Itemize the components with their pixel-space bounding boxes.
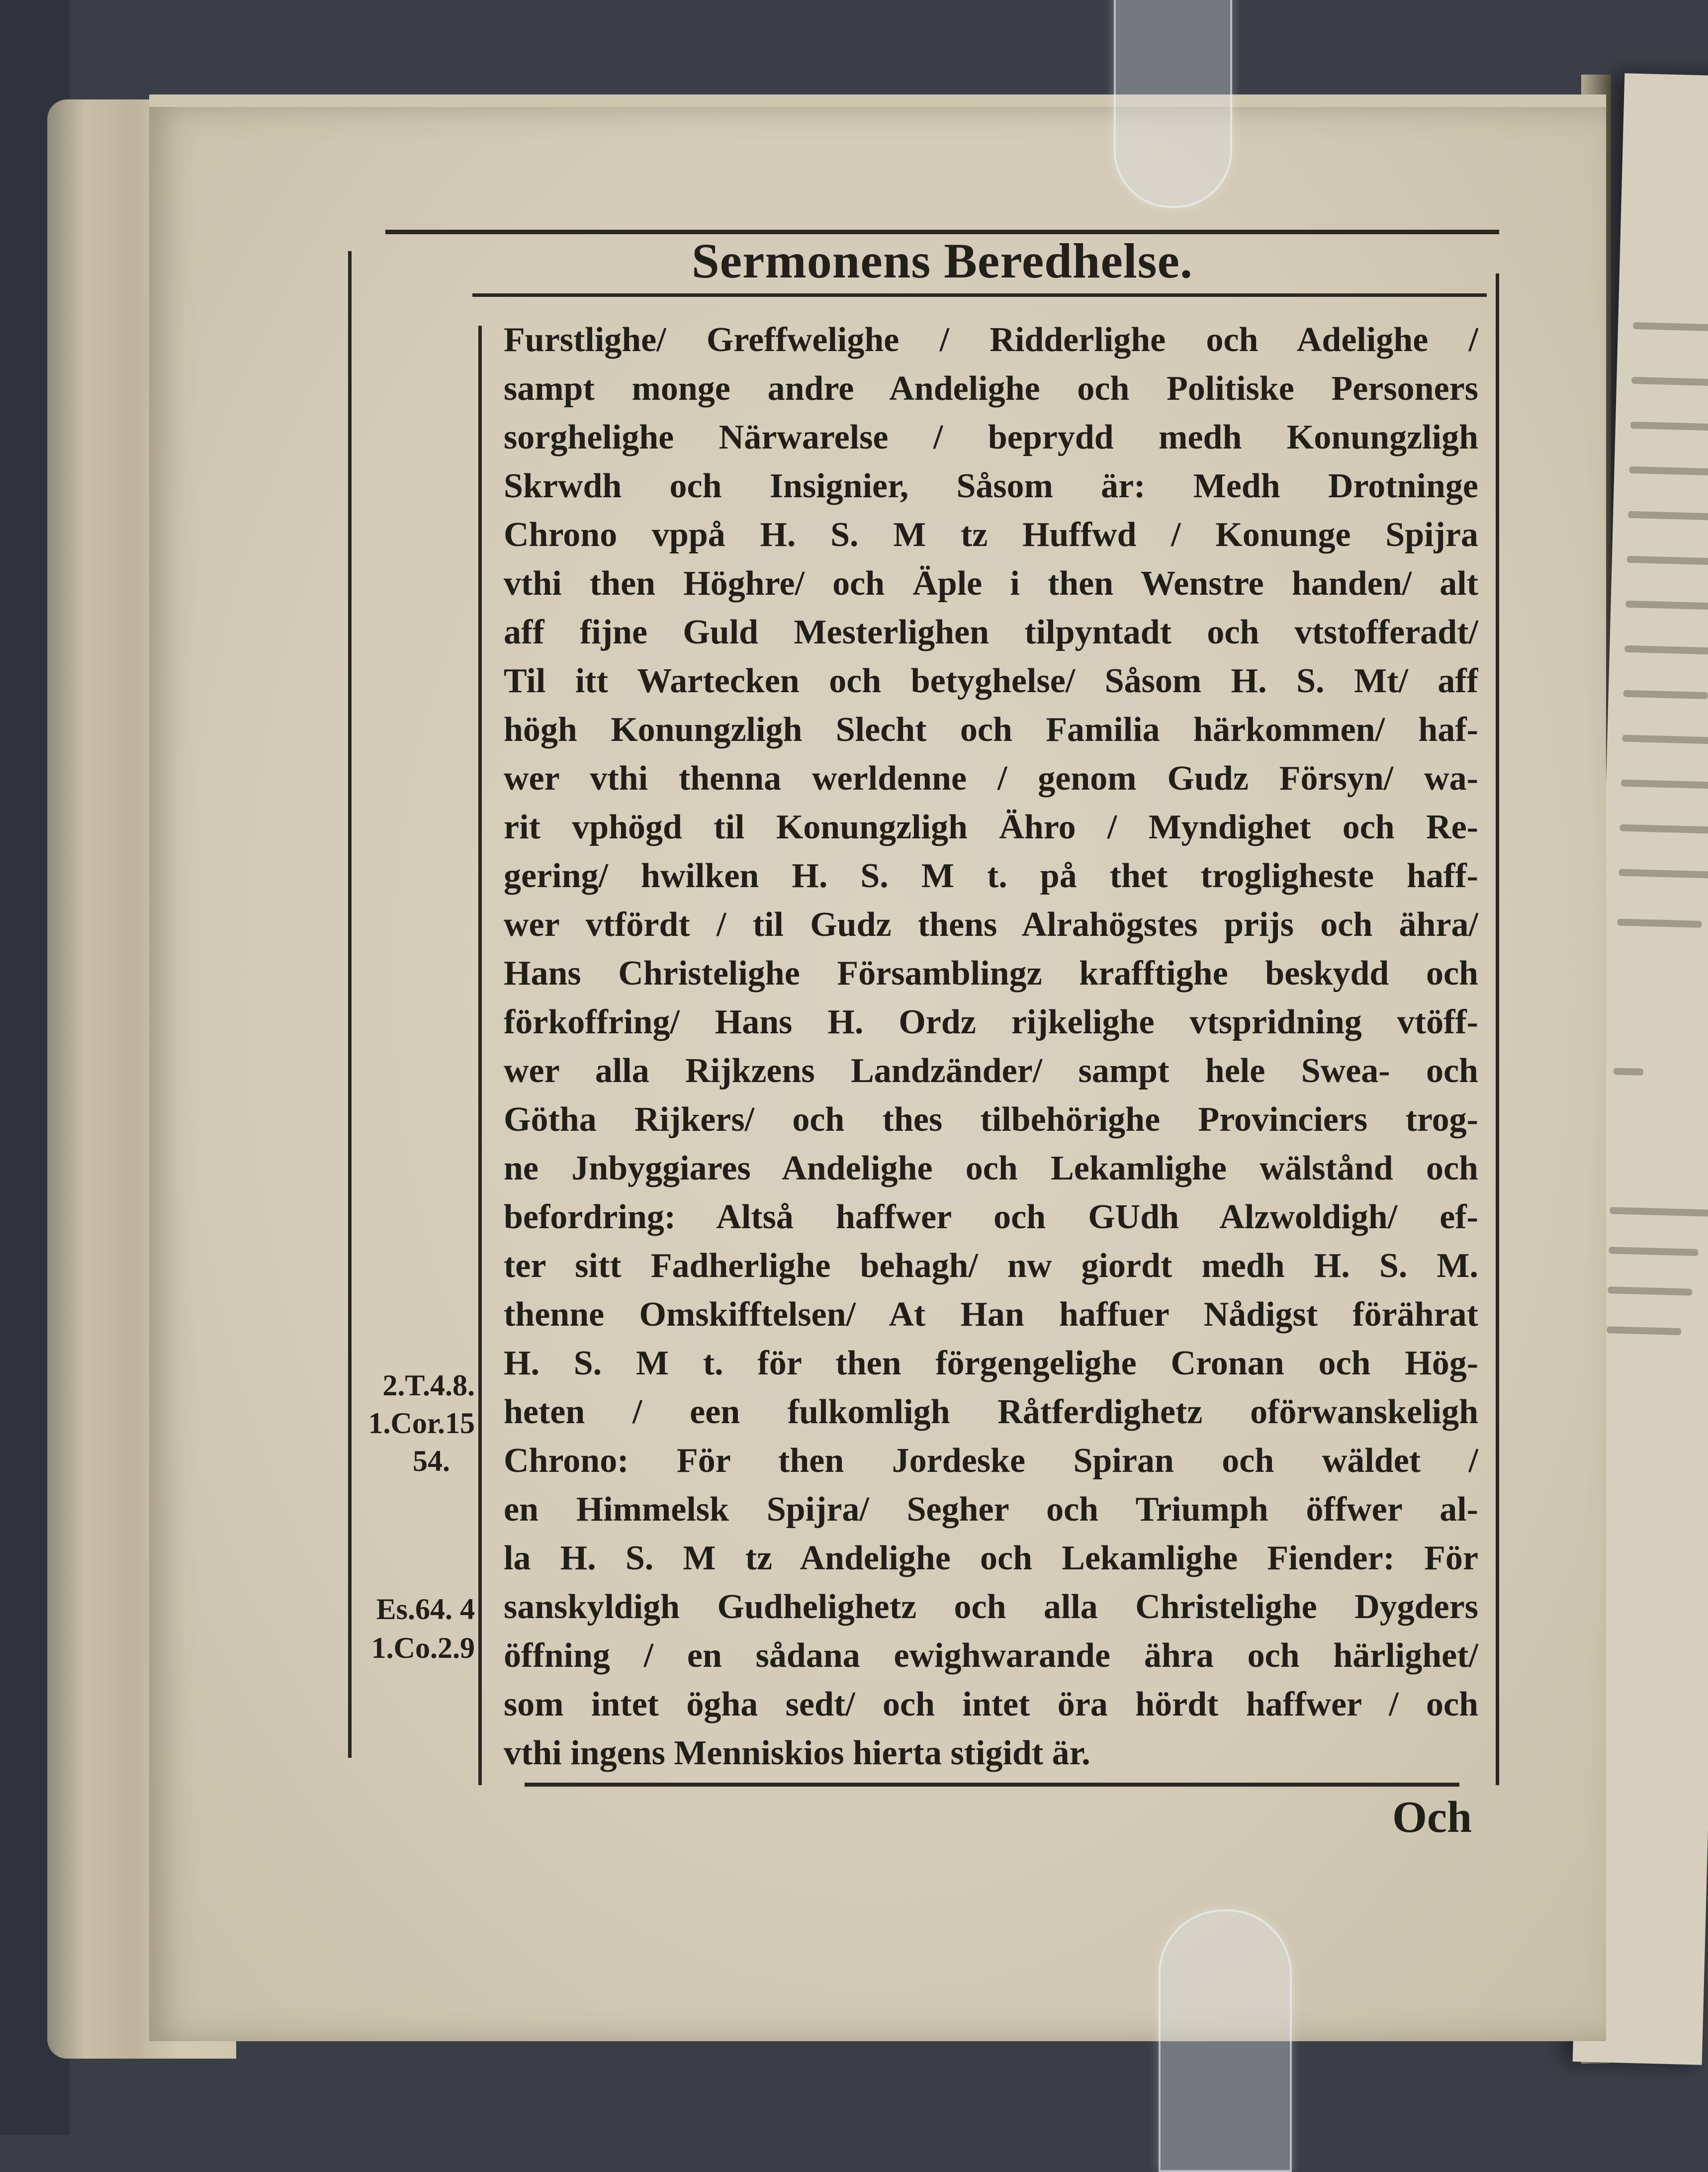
text-line: förkoffring/ Hans H. Ordz rijkelighe vtspridning vtöff- (504, 1003, 1478, 1041)
margin-note: Es.64. 4 (376, 1593, 475, 1626)
page-clip-top (1114, 0, 1232, 208)
text-line: högh Konungzligh Slecht och Familia härkommen/ haf- (504, 711, 1478, 749)
body-text (504, 316, 1478, 1778)
text-line: Götha Rijkers/ och thes tilbehörighe Provinciers trog- (504, 1100, 1478, 1139)
text-line: vthi then Höghre/ och Äple i then Wenstre handen/ alt (504, 564, 1478, 603)
margin-note: 54. (413, 1445, 450, 1477)
text-line: la H. S. M tz Andelighe och Lekamlighe Fiender: För (504, 1539, 1478, 1577)
text-line: thenne Omskifftelsen/ At Han haffuer Nådigst förährat (504, 1295, 1478, 1334)
text-left-rule (478, 326, 482, 1785)
text-line: sampt monge andre Andelighe och Politiske Personers (504, 369, 1478, 408)
text-line: Furstlighe/ Greffwelighe / Ridderlighe och Adelighe / (504, 321, 1478, 359)
text-line: Chrono vppå H. S. M tz Huffwd / Konunge Spijra (504, 516, 1478, 554)
text-line: wer vtfördt / til Gudz thens Alrahögstes prijs och ähra/ (504, 905, 1478, 944)
text-line: wer alla Rijkzens Landzänder/ sampt hele Swea- och (504, 1052, 1478, 1090)
text-line: heten / een fulkomligh Råtferdighetz oförwanskeligh (504, 1393, 1478, 1431)
text-line: ter sitt Fadherlighe behagh/ nw giordt medh H. S. M. (504, 1247, 1478, 1285)
text-line: Til itt Wartecken och betyghelse/ Såsom H. S. Mt/ aff (504, 662, 1478, 700)
margin-note: 2.T.4.8. (382, 1369, 475, 1402)
running-title: Sermonens Beredhelse. (692, 233, 1193, 288)
text-line: som intet ögha sedt/ och intet öra hördt haffwer / och (504, 1685, 1478, 1723)
text-line: Hans Christelighe Församblingz krafftighe beskydd och (504, 954, 1478, 993)
margin-note: 1.Cor.15 (368, 1407, 475, 1440)
text-line: H. S. M t. för then förgengelighe Cronan och Hög- (504, 1344, 1478, 1382)
text-line: Chrono: För then Jordeske Spiran och wäldet / (504, 1442, 1478, 1480)
margin-left-rule (348, 251, 352, 1758)
text-line: sorghelighe Närwarelse / beprydd medh Konungzligh (504, 418, 1478, 456)
bottom-rule (525, 1783, 1459, 1787)
text-line: Skrwdh och Insignier, Såsom är: Medh Drotninge (504, 467, 1478, 505)
margin-note: 1.Co.2.9 (371, 1631, 475, 1664)
text-line: gering/ hwilken H. S. M t. på thet trogligheste haff- (504, 857, 1478, 895)
text-line: rit vphögd til Konungzligh Ähro / Myndighet och Re- (504, 808, 1478, 846)
text-right-rule (1496, 273, 1499, 1785)
text-line: öffning / en sådana ewighwarande ähra och härlighet/ (504, 1636, 1478, 1675)
title-underline (472, 293, 1487, 297)
text-line: befordring: Altså haffwer och GUdh Alzwoldigh/ ef- (504, 1198, 1478, 1236)
text-line: en Himmelsk Spijra/ Segher och Triumph öffwer al- (504, 1490, 1478, 1529)
text-line: ne Jnbyggiares Andelighe och Lekamlighe wälstånd och (504, 1149, 1478, 1187)
text-line: vthi ingens Menniskios hierta stigidt är. (504, 1734, 1090, 1772)
catchword: Och (1392, 1793, 1472, 1842)
text-line: sanskyldigh Gudhelighetz och alla Christelighe Dygders (504, 1588, 1478, 1626)
page-clip-bottom (1159, 1909, 1292, 2172)
text-line: aff fijne Guld Mesterlighen tilpyntadt och vtstofferadt/ (504, 613, 1478, 651)
text-line: wer vthi thenna werldenne / genom Gudz Försyn/ wa- (504, 759, 1478, 798)
